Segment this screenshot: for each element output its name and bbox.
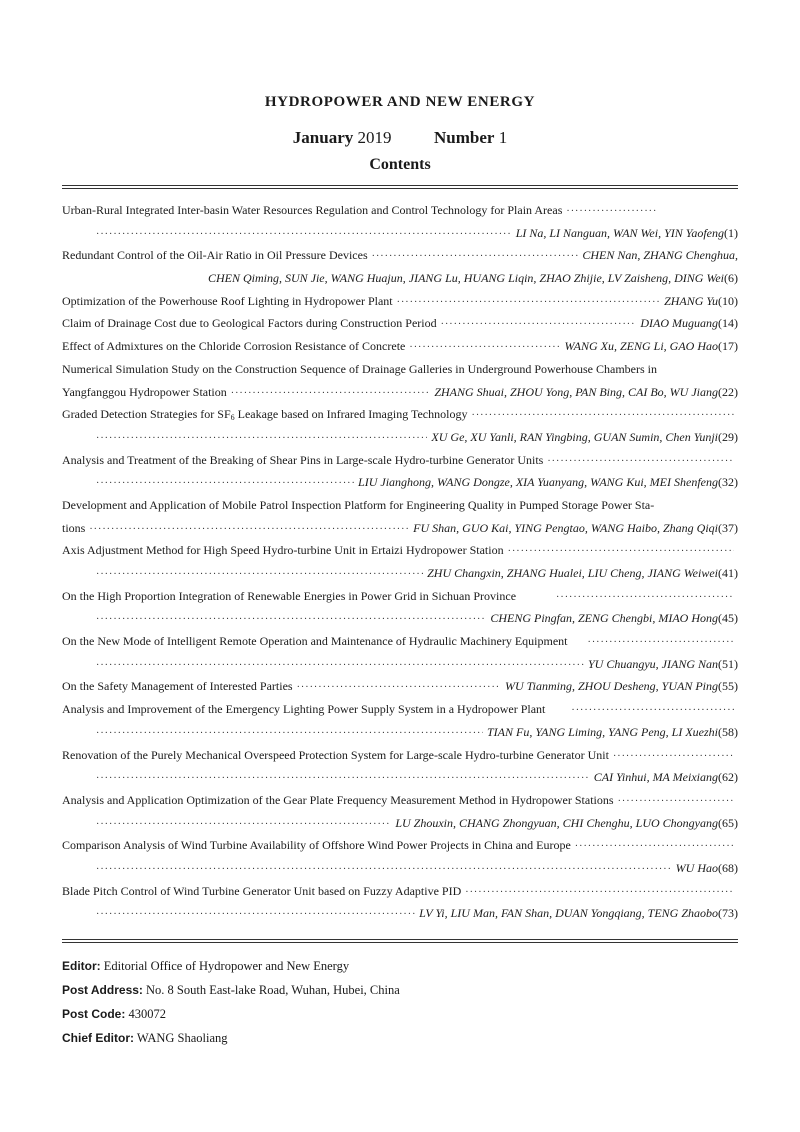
toc-entry-page: (55) [718, 679, 738, 694]
toc-entry-authors: LU Zhouxin, CHANG Zhongyuan, CHI Chenghu, LUO Chongyang [395, 815, 718, 830]
toc-entry-authors: ZHU Changxin, ZHANG Hualei, LIU Cheng, JIANG Weiwei [427, 566, 718, 580]
issue-number: 1 [498, 128, 508, 147]
imprint [62, 954, 738, 1050]
toc-entry-authors: LV Yi, LIU Man, FAN Shan, DUAN Yongqiang, TENG Zhaobo [419, 906, 718, 921]
toc-entry-authors: ZHANG Shuai, ZHOU Yong, PAN Bing, CAI Bo, WU Jiang [434, 384, 718, 399]
postcode-line [62, 1002, 738, 1026]
toc-entry-page: (14) [718, 316, 738, 331]
toc-entry[interactable] [62, 403, 738, 448]
toc-entry-authors: CHEN Qiming, SUN Jie, WANG Huajun, JIANG Lu, HUANG Liqin, ZHAO Zhijie, LV Zaisheng, DING Wei [207, 271, 724, 286]
toc-entry-title: Redundant Control of the Oil-Air Ratio in Oil Pressure Devices [62, 248, 368, 263]
toc-entry-authors: CAI Yinhui, MA Meixiang [593, 770, 718, 785]
editor-value: Editorial Office of Hydropower and New Energy [103, 959, 350, 973]
address-line [62, 978, 738, 1002]
contents-heading: Contents [369, 156, 431, 173]
toc-entry-authors: CHENG Pingfan, ZENG Chengbi, MIAO Hong [490, 611, 718, 626]
bottom-rule-1 [62, 939, 738, 940]
editor-label: Editor: [62, 959, 101, 973]
toc-entry-title: Analysis and Application Optimization of the Gear Plate Frequency Measurement Method in Hydropower Stations [62, 792, 614, 807]
toc-entry-title: Urban-Rural Integrated Inter-basin Water Resources Regulation and Control Technology for Plain Areas [62, 203, 563, 217]
toc-entry-page: (6) [724, 271, 738, 286]
chief-editor-label: Chief Editor: [62, 1031, 134, 1045]
postcode-value: 430072 [128, 1007, 166, 1021]
toc-entry[interactable] [62, 880, 738, 925]
table-of-contents [62, 199, 738, 925]
toc-entry-page: (41) [718, 566, 738, 580]
toc-entry-page: (17) [718, 339, 738, 354]
toc-entry[interactable] [62, 199, 738, 244]
top-rule-1 [62, 185, 738, 186]
toc-entry-title: Effect of Admixtures on the Chloride Corrosion Resistance of Concrete [62, 339, 406, 354]
address-value: No. 8 South East-lake Road, Wuhan, Hubei, China [146, 983, 400, 997]
toc-entry[interactable] [62, 449, 738, 494]
toc-entry[interactable] [62, 585, 738, 630]
toc-entry-page: (62) [718, 770, 738, 785]
toc-entry-authors: LIU Jianghong, WANG Dongze, XIA Yuanyang, WANG Kui, MEI Shenfeng [358, 475, 718, 490]
toc-entry[interactable] [62, 834, 738, 879]
toc-entry-authors: XU Ge, XU Yanli, RAN Yingbing, GUAN Sumin, Chen Yunji [431, 429, 718, 444]
toc-entry-page: (73) [718, 906, 738, 921]
toc-entry-title-cont: Yangfanggou Hydropower Station [62, 384, 227, 399]
toc-entry[interactable] [62, 290, 738, 313]
chief-editor-line [62, 1026, 738, 1050]
toc-entry-title: Numerical Simulation Study on the Construction Sequence of Drainage Galleries in Underground Powerhouse Chambers in [62, 361, 657, 376]
issue-year: 2019 [357, 128, 392, 147]
toc-entry[interactable] [62, 744, 738, 789]
toc-entry-title: Analysis and Improvement of the Emergency Lighting Power Supply System in a Hydropower Plant [62, 702, 546, 717]
toc-entry-page: (22) [718, 384, 738, 399]
toc-entry-page: (51) [718, 656, 738, 671]
toc-entry[interactable] [62, 335, 738, 358]
top-rule-2 [62, 188, 738, 189]
toc-entry-title: Analysis and Treatment of the Breaking of Shear Pins in Large-scale Hydro-turbine Generator Units [62, 452, 544, 467]
toc-entry-authors: LI Na, LI Nanguan, WAN Wei, YIN Yaofeng [515, 225, 724, 240]
bottom-rule-2 [62, 942, 738, 943]
issue-month: January [292, 128, 354, 147]
toc-entry[interactable] [62, 698, 738, 743]
toc-entry[interactable] [62, 358, 738, 403]
postcode-label: Post Code: [62, 1007, 126, 1021]
toc-entry-title: On the Safety Management of Interested Parties [62, 679, 293, 694]
toc-entry-authors: ZHANG Yu [664, 293, 718, 308]
toc-entry-title: On the High Proportion Integration of Renewable Energies in Power Grid in Sichuan Province [62, 588, 517, 603]
toc-entry[interactable] [62, 789, 738, 834]
journal-title: HYDROPOWER AND NEW ENERGY [264, 94, 536, 110]
toc-entry-authors: CHEN Nan, ZHANG Chenghua, [582, 248, 738, 263]
toc-entry[interactable] [62, 630, 738, 675]
issue-number-label: Number [434, 128, 495, 147]
address-label: Post Address: [62, 983, 143, 997]
toc-entry-title: Axis Adjustment Method for High Speed Hydro-turbine Unit in Ertaizi Hydropower Station [62, 543, 504, 558]
editor-line [62, 954, 738, 978]
toc-entry-title: On the New Mode of Intelligent Remote Operation and Maintenance of Hydraulic Machinery Equipment [62, 634, 568, 649]
toc-entry-page: (68) [718, 860, 738, 875]
toc-entry-authors: WU Hao [675, 860, 718, 875]
toc-entry-page: (37) [718, 520, 738, 535]
toc-entry-title: Comparison Analysis of Wind Turbine Availability of Offshore Wind Power Projects in China and Europe [62, 838, 571, 853]
chief-editor-value: WANG Shaoliang [136, 1031, 228, 1045]
toc-entry-title: Graded Detection Strategies for $SF_6$ Leakage based on Infrared Imaging Technology [62, 407, 468, 423]
toc-entry-title-cont: tions [62, 520, 86, 535]
toc-entry-authors: YU Chuangyu, JIANG Nan [588, 656, 718, 671]
issue-line [0, 128, 800, 148]
toc-entry-authors: DIAO Muguang [640, 316, 718, 331]
toc-entry-authors: WU Tianming, ZHOU Desheng, YUAN Ping [504, 679, 718, 694]
toc-entry[interactable] [62, 494, 738, 539]
toc-entry[interactable] [62, 244, 738, 289]
toc-entry[interactable] [62, 539, 738, 584]
toc-entry[interactable] [62, 312, 738, 335]
toc-entry-title: Optimization of the Powerhouse Roof Lighting in Hydropower Plant [62, 293, 393, 308]
toc-entry-page: (45) [718, 611, 738, 626]
toc-entry-page: (32) [718, 475, 738, 490]
toc-entry-title: Blade Pitch Control of Wind Turbine Generator Unit based on Fuzzy Adaptive PID [62, 883, 462, 898]
toc-entry-authors: FU Shan, GUO Kai, YING Pengtao, WANG Haibo, Zhang Qiqi [413, 520, 718, 535]
toc-entry[interactable] [62, 675, 738, 698]
toc-entry-page: (58) [718, 724, 738, 739]
toc-entry-title: Development and Application of Mobile Patrol Inspection Platform for Engineering Quality in Pumped Storage Power Sta- [62, 497, 655, 512]
toc-entry-page: (29) [718, 429, 738, 444]
toc-entry-title: Renovation of the Purely Mechanical Overspeed Protection System for Large-scale Hydro-turbine Generator Unit [62, 747, 609, 762]
toc-entry-page: (65) [718, 815, 738, 830]
toc-entry-authors: TIAN Fu, YANG Liming, YANG Peng, LI Xuezhi [487, 724, 718, 739]
toc-entry-title: Claim of Drainage Cost due to Geological Factors during Construction Period [62, 316, 437, 331]
toc-entry-authors: WANG Xu, ZENG Li, GAO Hao [564, 339, 718, 354]
toc-entry-page: (10) [718, 293, 738, 308]
toc-entry-page: (1) [724, 225, 738, 240]
